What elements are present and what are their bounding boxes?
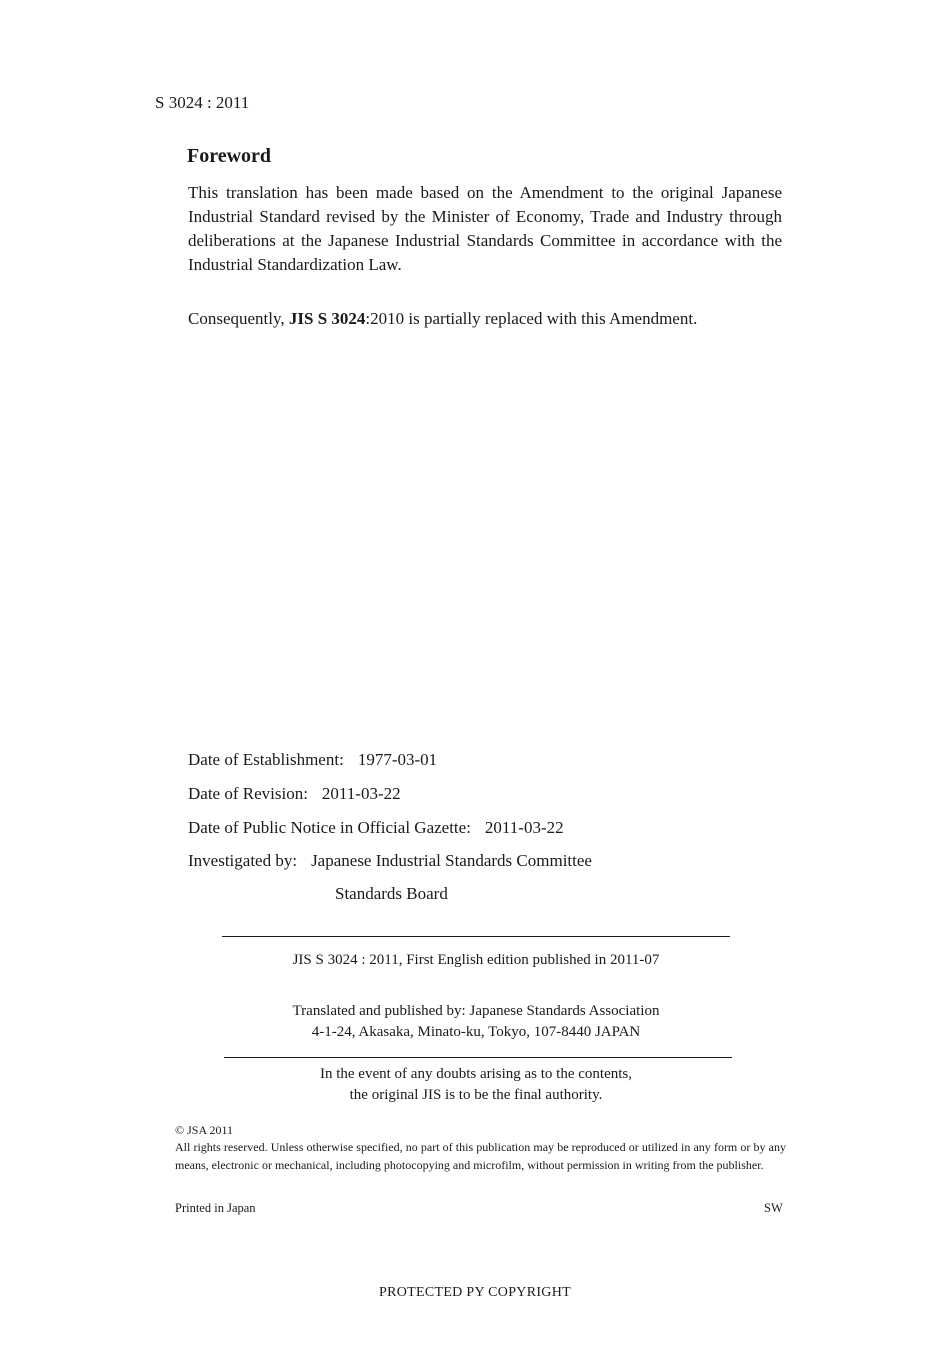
- revision-label: Date of Revision:: [188, 784, 308, 803]
- jis-reference: JIS S 3024: [288, 309, 366, 328]
- copyright-notice: © JSA 2011: [175, 1123, 234, 1137]
- divider-top: [222, 936, 730, 937]
- paragraph-2-intro: Consequently,: [188, 309, 289, 328]
- divider-bottom: [224, 1057, 732, 1058]
- publisher-line-1: Translated and published by: Japanese Standards Association: [292, 1003, 660, 1019]
- printed-in-japan: Printed in Japan: [175, 1201, 256, 1215]
- investigated-by-row: [188, 851, 592, 871]
- revision-date-row: [188, 784, 401, 804]
- publisher-address: 4-1-24, Akasaka, Minato-ku, Tokyo, 107-8440 JAPAN: [311, 1024, 641, 1040]
- public-notice-value: 2011-03-22: [484, 818, 564, 837]
- protected-footer: PROTECTED PY COPYRIGHT: [379, 1285, 571, 1300]
- establishment-label: Date of Establishment:: [188, 750, 344, 769]
- foreword-paragraph-2: [188, 308, 782, 329]
- investigated-by-board: Standards Board: [335, 884, 448, 903]
- document-code-header: S 3024 : 2011: [155, 93, 250, 112]
- rights-statement: All rights reserved. Unless otherwise specified, no part of this publication may be reproduced or utilized in any form or by any means, electronic or mechanical, including photocopying and microfilm, without permission in writing from the publisher.: [175, 1140, 786, 1172]
- foreword-title: Foreword: [187, 145, 272, 167]
- authority-note-line-1: In the event of any doubts arising as to the contents,: [319, 1066, 632, 1082]
- investigated-label: Investigated by:: [188, 851, 298, 870]
- publisher-block: [222, 1001, 730, 1043]
- public-notice-label: Date of Public Notice in Official Gazette:: [188, 818, 471, 837]
- document-code-sw: SW: [764, 1201, 783, 1215]
- establishment-date-row: [188, 750, 437, 770]
- revision-value: 2011-03-22: [321, 784, 401, 803]
- authority-note: [222, 1064, 730, 1106]
- paragraph-2-rest: :2010 is partially replaced with this Amendment.: [365, 309, 698, 328]
- edition-statement: JIS S 3024 : 2011, First English edition published in 2011-07: [292, 952, 660, 968]
- foreword-paragraph-1: This translation has been made based on the Amendment to the original Japanese Industrial Standard revised by the Minister of Economy, Trade and Industry through deliberations at the Japanese Industrial Standards Committee in accordance with the Industrial Standardization Law.: [188, 183, 782, 274]
- investigated-value: Japanese Industrial Standards Committee: [311, 851, 592, 870]
- public-notice-date-row: [188, 818, 564, 838]
- authority-note-line-2: the original JIS is to be the final authority.: [349, 1087, 603, 1103]
- establishment-value: 1977-03-01: [357, 750, 438, 769]
